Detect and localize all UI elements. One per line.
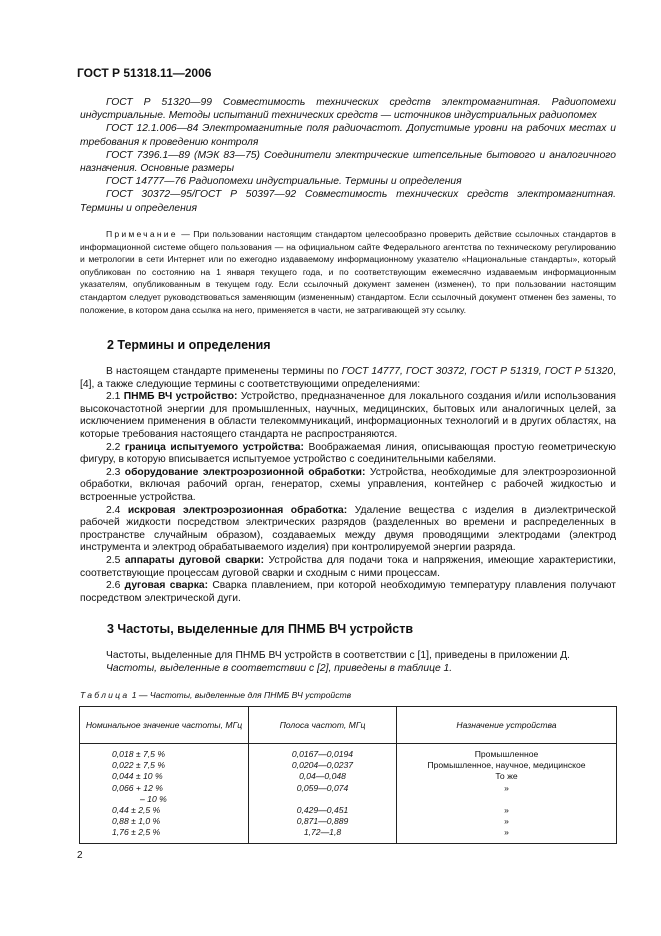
column-header: Полоса частот, МГц [249,707,397,744]
page-number: 2 [77,850,83,861]
table-row: 0,022 ± 7,5 % 0,0204—0,0237 Промышленное, научное, медицинское [80,760,617,771]
table-row: 0,88 ± 1,0 % 0,871—0,889 » [80,816,617,827]
section-3-title: 3 Частоты, выделенные для ПНМБ ВЧ устройств [107,622,414,636]
term: граница испытуемого устройства: [124,441,304,453]
table-row: 0,018 ± 7,5 % 0,0167—0,0194 Промышленное [80,744,617,761]
note-label: Примечание [106,229,178,239]
table-row: 0,044 ± 10 % 0,04—0,048 То же [80,771,617,782]
frequency-table [79,706,617,844]
reference-item: ГОСТ 7396.1—89 (МЭК 83—75) Соединители электрические штепсельные бытового и аналогичного назначения. Основные размеры [80,149,616,175]
note-text: — При пользовании настоящим стандартом целесообразно проверить действие ссылочных стандартов в информационной системе общего пользования — на официальном сайте Федерального агентства по техническому регулированию и метрологии в сети Интернет или по ежегодно издаваемому информационному указателю «Национальные стандарты», который опубликован по состоянию на 1 января текущего года, и по соответствующим ежемесячно издаваемым информационным указателям, опубликованным в текущем году. Если ссылочный документ заменен (изменен), то при пользовании настоящим стандартом следует руководствоваться заменяющим (измененным) стандартом. Если ссылочный документ отменен без замены, то положение, в котором дана ссылка на него, применяется в части, не затрагивающей эту ссылку. [80,229,616,315]
term-definition: 2.1 ПНМБ ВЧ устройство: Устройство, предназначенное для локального создания и/или использования высокочастотной энергии для промышленных, научных, медицинских, бытовых или аналогичных целей, за исключением применения в области телекоммуникаций, информационных технологий и в других областях, на которые требования настоящего стандарта не распространяются. [80,391,616,440]
term: ПНМБ ВЧ устройство: [123,391,238,403]
term: оборудование электроэрозионной обработки: [124,466,366,478]
term-definition: 2.4 искровая электроэрозионная обработка: Удаление вещества с изделия в диэлектрической рабочей жидкости посредством электрических разрядов (разделенных во времени и распределенных в пространстве случайным образом), создаваемых между двумя проводящими электродами (электрод инструмента и электрод обрабатываемого изделия) при контролируемой энергии разряда. [80,504,616,554]
term-definition: 2.2 граница испытуемого устройства: Воображаемая линия, описывающая простую геометрическую фигуру, в которую вписывается испытуемое устройство с соединительными кабелями. [80,441,616,466]
note-block [80,228,616,316]
table-row: 1,76 ± 2,5 % 1,72—1,8 » [80,827,617,843]
term-definition: 2.3 оборудование электроэрозионной обработки: Устройства, необходимые для электроэрозионной обработки, включая рабочий орган, генератор, схемы управления, контейнер с рабочей жидкостью и встроенные устройства. [80,466,616,503]
term: аппараты дуговой сварки: [124,554,265,566]
section-3-paragraph: Частоты, выделенные для ПНМБ ВЧ устройств в соответствии с [1], приведены в приложении Д. [106,650,570,661]
table-row: 0,066 + 12 % 0,059—0,074 » [80,783,617,794]
normative-references [80,96,616,215]
intro-references: ГОСТ 14777, ГОСТ 30372, ГОСТ Р 51319, ГОСТ Р 51320 [341,366,614,377]
table-row: 0,44 ± 2,5 % 0,429—0,451 » [80,805,617,816]
table-row: – 10 % [80,794,617,805]
reference-item: ГОСТ 12.1.006—84 Электромагнитные поля радиочастот. Допустимые уровни на рабочих местах и требования к проведению контроля [80,123,616,148]
section-2-body [80,366,616,605]
term: искровая электроэрозионная обработка: [127,504,348,516]
section-2-title: 2 Термины и определения [107,338,271,352]
term-definition: 2.5 аппараты дуговой сварки: Устройства для подачи тока и напряжения, имеющие характеристики, соответствующие процессам дуговой сварки и сходным с ними процессам. [80,554,616,579]
table-caption: Таблица 1 — Частоты, выделенные для ПНМБ ВЧ устройств [80,690,352,700]
section-2-intro: В настоящем стандарте применены термины по ГОСТ 14777, ГОСТ 30372, ГОСТ Р 51319, ГОСТ Р 51320, [4], а также следующие термины с соответствующими определениями: [80,366,616,390]
column-header: Назначение устройства [397,707,617,744]
reference-item: ГОСТ 30372—95/ГОСТ Р 50397—92 Совместимость технических средств электромагнитная. Термины и определения [80,189,616,214]
section-3-body [80,649,616,675]
table-header-row [80,707,617,744]
term: дуговая сварка: [124,580,209,592]
term-definition: 2.6 дуговая сварка: Сварка плавлением, при которой необходимую температуру плавления получают посредством электрической дуги. [80,580,616,604]
reference-item: ГОСТ 14777—76 Радиопомехи индустриальные. Термины и определения [106,176,462,188]
document-header: ГОСТ Р 51318.11—2006 [77,66,212,80]
section-3-paragraph: Частоты, выделенные в соответствии с [2], приведены в таблице 1. [106,663,453,674]
column-header: Номинальное значение частоты, МГц [80,707,249,744]
reference-item: ГОСТ Р 51320—99 Совместимость технических средств электромагнитная. Радиопомехи индустриальные. Методы испытаний технических средств — источников индустриальных радиопомех [80,97,616,122]
